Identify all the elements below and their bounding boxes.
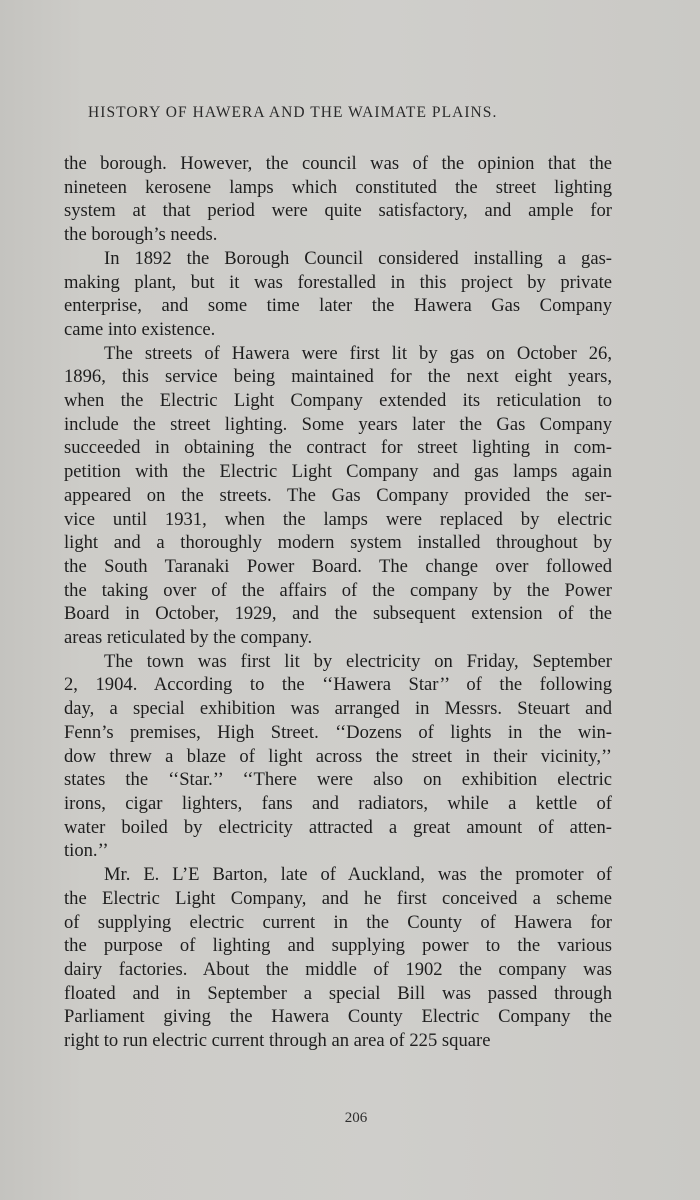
- text-line: succeeded in obtaining the contract for street lighting in com-: [64, 437, 612, 459]
- paragraph: [64, 247, 612, 342]
- paragraph: [64, 863, 612, 1053]
- page-number: 206: [344, 1110, 368, 1126]
- text-line: light and a thoroughly modern system installed throughout by: [64, 532, 612, 554]
- paragraph: [64, 152, 612, 247]
- paragraph: [64, 650, 612, 863]
- text-line: The streets of Hawera were first lit by gas on October 26,: [104, 342, 612, 364]
- text-line: 1896, this service being maintained for the next eight years,: [64, 366, 612, 388]
- text-line: the purpose of lighting and supplying power to the various: [64, 935, 612, 957]
- text-line: 2, 1904. According to the ‘‘Hawera Star’’ of the following: [64, 674, 612, 696]
- text-line: The town was first lit by electricity on Friday, September: [104, 650, 612, 672]
- text-line: In 1892 the Borough Council considered installing a gas-: [104, 247, 612, 269]
- text-line: Board in October, 1929, and the subsequent extension of the: [64, 603, 612, 625]
- text-line: right to run electric current through an area of 225 square: [64, 1030, 491, 1052]
- text-line: include the street lighting. Some years later the Gas Company: [64, 413, 612, 435]
- text-line: areas reticulated by the company.: [64, 627, 313, 649]
- text-line: dairy factories. About the middle of 1902 the company was: [64, 958, 612, 980]
- text-line: water boiled by electricity attracted a great amount of atten-: [64, 816, 612, 838]
- text-line: the Electric Light Company, and he first conceived a scheme: [64, 887, 612, 909]
- text-line: system at that period were quite satisfactory, and ample for: [64, 200, 612, 222]
- text-line: dow threw a blaze of light across the street in their vicinity,’’: [64, 745, 612, 767]
- text-line: the borough. However, the council was of the opinion that the: [64, 153, 612, 174]
- text-line: Parliament giving the Hawera County Electric Company the: [64, 1006, 612, 1028]
- text-line: when the Electric Light Company extended its reticulation to: [64, 390, 612, 412]
- text-line: the taking over of the affairs of the company by the Power: [64, 579, 612, 601]
- text-line: irons, cigar lighters, fans and radiators, while a kettle of: [64, 792, 612, 814]
- text-line: the borough’s needs.: [64, 224, 218, 246]
- text-line: nineteen kerosene lamps which constituted the street lighting: [64, 176, 612, 198]
- text-line: tion.’’: [64, 840, 109, 862]
- body-text: [64, 152, 612, 1053]
- text-line: Mr. E. L’E Barton, late of Auckland, was the promoter of: [104, 864, 612, 886]
- text-line: states the ‘‘Star.’’ ‘‘There were also on exhibition electric: [64, 769, 612, 791]
- text-line: petition with the Electric Light Company and gas lamps again: [64, 461, 612, 483]
- running-head: HISTORY OF HAWERA AND THE WAIMATE PLAINS.: [88, 104, 498, 121]
- text-line: the South Taranaki Power Board. The change over followed: [64, 555, 612, 577]
- text-line: day, a special exhibition was arranged in Messrs. Steuart and: [64, 698, 612, 720]
- text-line: came into existence.: [64, 318, 216, 340]
- text-line: floated and in September a special Bill was passed through: [64, 982, 612, 1004]
- text-line: Fenn’s premises, High Street. ‘‘Dozens of lights in the win-: [64, 721, 612, 743]
- text-line: enterprise, and some time later the Hawera Gas Company: [64, 295, 612, 317]
- text-line: of supplying electric current in the County of Hawera for: [64, 911, 612, 933]
- text-line: appeared on the streets. The Gas Company provided the ser-: [64, 484, 612, 506]
- text-line: vice until 1931, when the lamps were replaced by electric: [64, 508, 612, 530]
- text-line: making plant, but it was forestalled in this project by private: [64, 271, 612, 293]
- paragraph: [64, 342, 612, 650]
